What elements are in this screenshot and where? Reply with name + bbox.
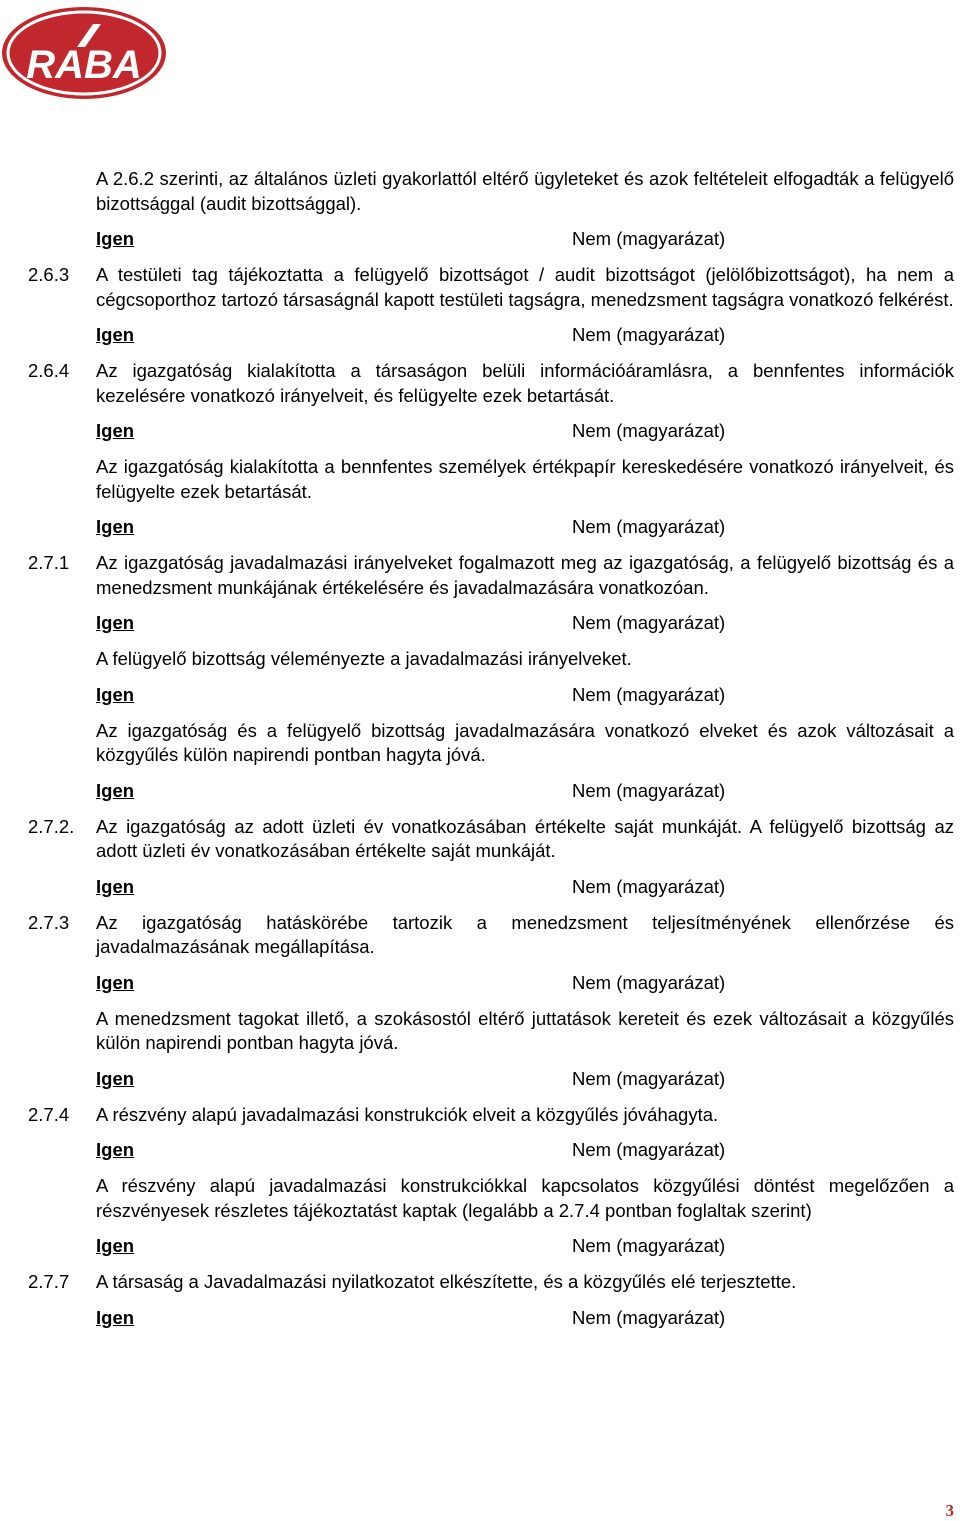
no-answer: Nem (magyarázat) [572, 516, 726, 537]
item-paragraph [28, 263, 954, 312]
answer-row [28, 1138, 954, 1162]
item-paragraph [28, 647, 954, 672]
item-text: Az igazgatóság kialakította a bennfentes személyek értékpapír kereskedésére vonatkozó irányelveit, és felügyelte ezek betartását. [96, 456, 954, 502]
no-answer: Nem (magyarázat) [572, 1306, 726, 1328]
item-number: 2.6.3 [28, 264, 70, 285]
logo-text: RABA [26, 43, 142, 87]
item-paragraph [28, 455, 954, 504]
no-answer: Nem (magyarázat) [572, 324, 726, 345]
answer-row [28, 1306, 954, 1330]
answer-row [28, 875, 954, 899]
no-answer: Nem (magyarázat) [572, 420, 726, 441]
answer-row [28, 611, 954, 635]
item-number: 2.7.4 [28, 1103, 70, 1125]
no-answer: Nem (magyarázat) [572, 683, 726, 705]
yes-answer: Igen [96, 683, 135, 705]
no-answer: Nem (magyarázat) [572, 1235, 726, 1256]
item-paragraph [28, 551, 954, 600]
no-answer: Nem (magyarázat) [572, 1067, 726, 1089]
item-paragraph [28, 1103, 954, 1128]
no-answer: Nem (magyarázat) [572, 971, 726, 993]
answer-row [28, 515, 954, 539]
answer-row [28, 419, 954, 443]
raba-logo-emblem [0, 4, 168, 102]
answer-row [28, 323, 954, 347]
no-answer: Nem (magyarázat) [572, 875, 726, 897]
yes-answer: Igen [96, 875, 135, 897]
yes-answer: Igen [96, 971, 135, 993]
yes-answer: Igen [96, 228, 135, 249]
yes-answer: Igen [96, 779, 135, 801]
item-text: A testületi tag tájékoztatta a felügyelő bizottságot / audit bizottságot (jelölőbizottságot), ha nem a cégcsoporthoz tartozó társaságnál kapott testületi tagságra, menedzsment tagságra vonatkozó felkérést. [96, 264, 954, 310]
item-paragraph [28, 1007, 954, 1056]
answer-row [28, 227, 954, 251]
item-text: Az igazgatóság az adott üzleti év vonatkozásában értékelte saját munkáját. A felügyelő bizottság az adott üzleti év vonatkozásában értékelte saját munkáját. [96, 815, 954, 861]
answer-row [28, 779, 954, 803]
item-text: Az igazgatóság kialakította a társaságon belüli információáramlásra, a bennfentes információk kezelésére vonatkozó irányelveit, és felügyelte ezek betartását. [96, 360, 954, 406]
yes-answer: Igen [96, 516, 135, 537]
yes-answer: Igen [96, 1067, 135, 1089]
item-number: 2.7.2. [28, 815, 75, 837]
item-paragraph [28, 719, 954, 768]
item-paragraph [28, 1270, 954, 1295]
answer-row [28, 1234, 954, 1258]
item-text: Az igazgatóság és a felügyelő bizottság javadalmazására vonatkozó elveket és azok változásait a közgyűlés külön napirendi pontban hagyta jóvá. [96, 719, 954, 765]
item-text: A 2.6.2 szerinti, az általános üzleti gyakorlattól eltérő ügyleteket és azok feltételeit elfogadták a felügyelő bizottsággal (audit bizottsággal). [96, 168, 954, 214]
item-text: A felügyelő bizottság véleményezte a javadalmazási irányelveket. [96, 648, 632, 669]
yes-answer: Igen [96, 612, 135, 633]
yes-answer: Igen [96, 1235, 135, 1256]
item-text: Az igazgatóság hatáskörébe tartozik a menedzsment teljesítményének ellenőrzése és javadalmazásának megállapítása. [96, 911, 954, 957]
item-paragraph [28, 167, 954, 216]
item-paragraph [28, 359, 954, 408]
item-text: A társaság a Javadalmazási nyilatkozatot elkészítette, és a közgyűlés elé terjesztette. [96, 1271, 797, 1292]
item-number: 2.6.4 [28, 360, 70, 381]
yes-answer: Igen [96, 420, 135, 441]
yes-answer: Igen [96, 1139, 135, 1160]
item-text: A részvény alapú javadalmazási konstrukciók elveit a közgyűlés jóváhagyta. [96, 1103, 719, 1125]
no-answer: Nem (magyarázat) [572, 612, 726, 633]
yes-answer: Igen [96, 324, 135, 345]
item-number: 2.7.7 [28, 1271, 70, 1292]
answer-row [28, 971, 954, 995]
item-number: 2.7.1 [28, 552, 70, 573]
answer-row [28, 1067, 954, 1091]
item-paragraph [28, 911, 954, 960]
item-text: A menedzsment tagokat illető, a szokásostól eltérő juttatások kereteit és ezek változásait a közgyűlés külön napirendi pontban hagyta jóvá. [96, 1007, 954, 1053]
no-answer: Nem (magyarázat) [572, 779, 726, 801]
raba-logo [0, 4, 168, 102]
item-text: Az igazgatóság javadalmazási irányelveket fogalmazott meg az igazgatóság, a felügyelő bizottság és a menedzsment munkájának értékelésére és javadalmazására vonatkozóan. [96, 552, 954, 598]
item-number: 2.7.3 [28, 911, 70, 933]
document-body [28, 167, 954, 1342]
yes-answer: Igen [96, 1306, 135, 1328]
no-answer: Nem (magyarázat) [572, 1139, 726, 1160]
item-paragraph [28, 815, 954, 864]
page-number: 3 [945, 1501, 954, 1520]
item-text: A részvény alapú javadalmazási konstrukciókkal kapcsolatos közgyűlési döntést megelőzően a részvényesek részletes tájékoztatást kaptak (legalább a 2.7.4 pontban foglaltak szerint) [96, 1175, 954, 1221]
no-answer: Nem (magyarázat) [572, 228, 726, 249]
item-paragraph [28, 1174, 954, 1223]
answer-row [28, 683, 954, 707]
